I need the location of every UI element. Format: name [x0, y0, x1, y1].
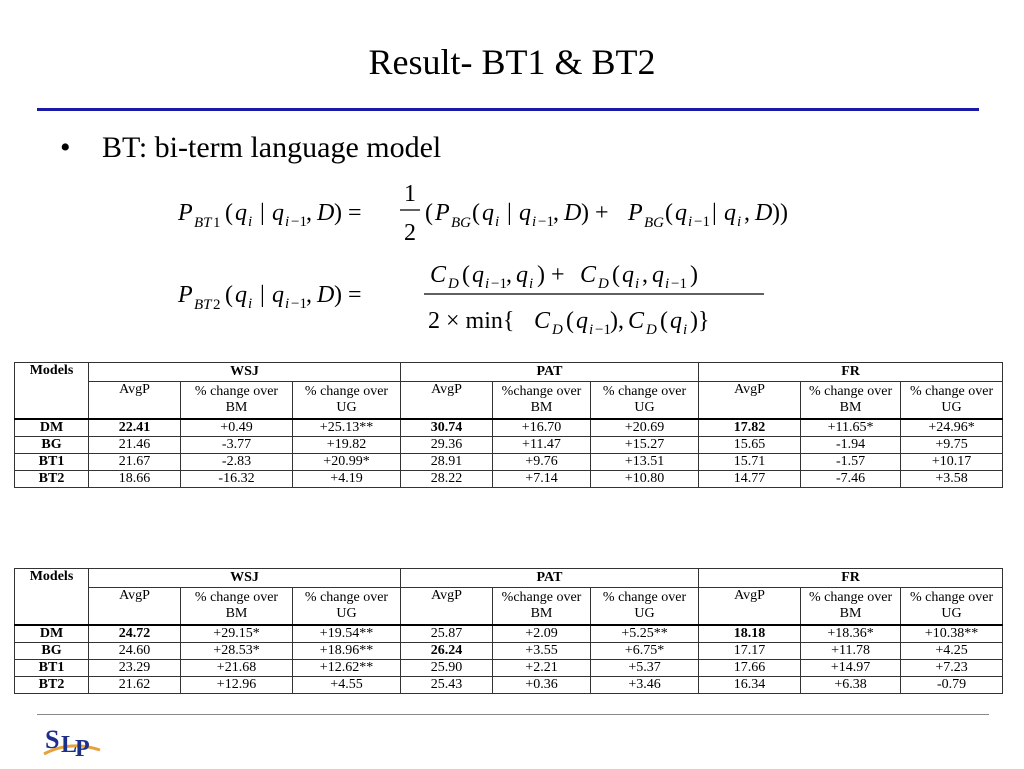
svg-text:BG: BG [644, 215, 664, 231]
svg-text:(: ( [225, 282, 233, 308]
svg-text:q: q [670, 308, 682, 334]
model-cell: BG [15, 643, 89, 660]
model-cell: BG [15, 437, 89, 454]
subheader-cell: % change over BM [181, 382, 293, 420]
value-cell: +20.69 [591, 419, 699, 437]
svg-text:q: q [675, 200, 687, 226]
svg-text:q: q [622, 262, 634, 288]
svg-text:D: D [646, 322, 657, 338]
svg-text:D: D [564, 200, 582, 226]
results-table-2 [14, 568, 1003, 694]
svg-text:q: q [472, 262, 484, 288]
svg-text:q: q [652, 262, 664, 288]
svg-text:|: | [507, 200, 512, 226]
svg-text:1: 1 [404, 181, 416, 207]
value-cell: +0.36 [493, 677, 591, 694]
subheader-row [15, 382, 1003, 420]
svg-text:q: q [519, 200, 531, 226]
svg-text:q: q [724, 200, 736, 226]
value-cell: +24.96* [901, 419, 1003, 437]
svg-text:)}: )} [690, 308, 710, 334]
value-cell: +25.13** [293, 419, 401, 437]
table-row [15, 454, 1003, 471]
table-row [15, 643, 1003, 660]
svg-text:D: D [317, 282, 335, 308]
value-cell: +3.58 [901, 471, 1003, 488]
value-cell: 30.74 [401, 419, 493, 437]
table-row [15, 625, 1003, 643]
svg-text:−1: −1 [538, 214, 554, 230]
value-cell: 21.46 [89, 437, 181, 454]
svg-text:P: P [435, 200, 450, 226]
svg-text:(: ( [566, 308, 574, 334]
value-cell: +16.70 [493, 419, 591, 437]
value-cell: +7.14 [493, 471, 591, 488]
svg-text:−1: −1 [595, 322, 611, 338]
value-cell: -0.79 [901, 677, 1003, 694]
svg-text:i: i [665, 276, 670, 292]
svg-text:i: i [589, 322, 594, 338]
subheader-cell: % change over UG [591, 588, 699, 626]
slp-logo [42, 720, 102, 769]
svg-text:) =: ) = [334, 282, 362, 308]
value-cell: 24.60 [89, 643, 181, 660]
svg-text:(: ( [225, 200, 233, 226]
header-group-pat: PAT [401, 363, 699, 382]
value-cell: +9.76 [493, 454, 591, 471]
model-cell: DM [15, 419, 89, 437]
svg-text:−1: −1 [694, 214, 710, 230]
header-group-pat: PAT [401, 569, 699, 588]
value-cell: 23.29 [89, 660, 181, 677]
value-cell: +0.49 [181, 419, 293, 437]
svg-text:,: , [306, 282, 312, 308]
value-cell: -1.94 [801, 437, 901, 454]
svg-text:C: C [534, 308, 551, 334]
svg-text:(: ( [472, 200, 480, 226]
subheader-cell: AvgP [401, 382, 493, 420]
svg-text:i: i [485, 276, 490, 292]
value-cell: +3.46 [591, 677, 699, 694]
header-group-wsj: WSJ [89, 569, 401, 588]
value-cell: +13.51 [591, 454, 699, 471]
svg-text:−1: −1 [671, 276, 687, 292]
value-cell: +11.78 [801, 643, 901, 660]
svg-text:) =: ) = [334, 200, 362, 226]
svg-text:−1: −1 [291, 296, 307, 312]
value-cell: -2.83 [181, 454, 293, 471]
svg-text:i: i [529, 276, 534, 292]
subheader-cell: AvgP [699, 588, 801, 626]
footer-rule [37, 714, 989, 715]
subheader-cell: AvgP [89, 588, 181, 626]
value-cell: +28.53* [181, 643, 293, 660]
value-cell: +20.99* [293, 454, 401, 471]
value-cell: -7.46 [801, 471, 901, 488]
svg-text:): ) [690, 262, 698, 288]
svg-text:i: i [285, 214, 290, 230]
value-cell: 29.36 [401, 437, 493, 454]
value-cell: 25.43 [401, 677, 493, 694]
subheader-cell: % change over UG [293, 588, 401, 626]
value-cell: 21.62 [89, 677, 181, 694]
header-group-fr: FR [699, 363, 1003, 382]
svg-text:) +: ) + [537, 262, 565, 288]
svg-text:i: i [688, 214, 693, 230]
value-cell: 15.65 [699, 437, 801, 454]
value-cell: +19.82 [293, 437, 401, 454]
model-cell: BT2 [15, 471, 89, 488]
svg-text:C: C [628, 308, 645, 334]
value-cell: 25.87 [401, 625, 493, 643]
svg-text:,: , [642, 262, 648, 288]
table-row [15, 677, 1003, 694]
svg-text:2 × min{: 2 × min{ [428, 308, 515, 334]
svg-text:)): )) [772, 200, 788, 226]
value-cell: 18.66 [89, 471, 181, 488]
results-table-1 [14, 362, 1003, 488]
subheader-cell: % change over UG [293, 382, 401, 420]
svg-text:q: q [235, 282, 247, 308]
svg-text:1: 1 [213, 215, 221, 231]
value-cell: +6.38 [801, 677, 901, 694]
svg-text:q: q [516, 262, 528, 288]
value-cell: -3.77 [181, 437, 293, 454]
subheader-cell: % change over UG [901, 382, 1003, 420]
value-cell: +12.62** [293, 660, 401, 677]
value-cell: +2.21 [493, 660, 591, 677]
value-cell: +14.97 [801, 660, 901, 677]
subheader-cell: % change over BM [181, 588, 293, 626]
table-row [15, 660, 1003, 677]
svg-text:BG: BG [451, 215, 471, 231]
value-cell: 22.41 [89, 419, 181, 437]
value-cell: +18.36* [801, 625, 901, 643]
svg-text:(: ( [425, 200, 433, 226]
value-cell: 17.82 [699, 419, 801, 437]
value-cell: +6.75* [591, 643, 699, 660]
value-cell: +2.09 [493, 625, 591, 643]
value-cell: +10.38** [901, 625, 1003, 643]
subheader-cell: % change over UG [591, 382, 699, 420]
svg-text:,: , [506, 262, 512, 288]
svg-text:−1: −1 [291, 214, 307, 230]
svg-text:BT: BT [194, 297, 212, 313]
value-cell: +10.17 [901, 454, 1003, 471]
bullet-dot: • [60, 131, 71, 164]
svg-text:,: , [553, 200, 559, 226]
svg-text:q: q [235, 200, 247, 226]
svg-text:q: q [482, 200, 494, 226]
subheader-cell: %change over BM [493, 588, 591, 626]
subheader-cell: AvgP [699, 382, 801, 420]
subheader-cell: AvgP [89, 382, 181, 420]
value-cell: 18.18 [699, 625, 801, 643]
svg-text:|: | [260, 282, 265, 308]
table-row [15, 419, 1003, 437]
value-cell: +29.15* [181, 625, 293, 643]
value-cell: 26.24 [401, 643, 493, 660]
svg-text:,: , [744, 200, 750, 226]
subheader-row [15, 588, 1003, 626]
value-cell: +4.19 [293, 471, 401, 488]
value-cell: +7.23 [901, 660, 1003, 677]
svg-text:(: ( [462, 262, 470, 288]
value-cell: +21.68 [181, 660, 293, 677]
svg-text:P: P [178, 282, 193, 308]
svg-text:(: ( [612, 262, 620, 288]
header-group-wsj: WSJ [89, 363, 401, 382]
model-cell: BT1 [15, 454, 89, 471]
value-cell: -1.57 [801, 454, 901, 471]
value-cell: +5.37 [591, 660, 699, 677]
svg-text:i: i [248, 214, 253, 230]
svg-text:(: ( [665, 200, 673, 226]
subheader-cell: % change over UG [901, 588, 1003, 626]
value-cell: +11.65* [801, 419, 901, 437]
svg-text:i: i [635, 276, 640, 292]
svg-text:D: D [448, 276, 459, 292]
svg-text:) +: ) + [581, 200, 609, 226]
svg-text:P: P [75, 736, 90, 762]
svg-text:q: q [576, 308, 588, 334]
svg-text:,: , [306, 200, 312, 226]
svg-text:q: q [272, 282, 284, 308]
value-cell: 17.17 [699, 643, 801, 660]
svg-text:C: C [430, 262, 447, 288]
subheader-cell: %change over BM [493, 382, 591, 420]
subheader-cell: % change over BM [801, 382, 901, 420]
svg-text:L: L [61, 732, 78, 758]
value-cell: 28.91 [401, 454, 493, 471]
value-cell: +5.25** [591, 625, 699, 643]
value-cell: 28.22 [401, 471, 493, 488]
svg-text:2: 2 [404, 220, 416, 246]
svg-text:−1: −1 [491, 276, 507, 292]
header-models: Models [15, 363, 89, 420]
value-cell: -16.32 [181, 471, 293, 488]
value-cell: +11.47 [493, 437, 591, 454]
svg-text:i: i [285, 296, 290, 312]
value-cell: 21.67 [89, 454, 181, 471]
bullet-text: BT: bi-term language model [102, 131, 442, 164]
svg-text:D: D [317, 200, 335, 226]
svg-text:C: C [580, 262, 597, 288]
value-cell: 14.77 [699, 471, 801, 488]
value-cell: 24.72 [89, 625, 181, 643]
value-cell: +10.80 [591, 471, 699, 488]
svg-text:|: | [712, 200, 717, 226]
svg-text:i: i [248, 296, 253, 312]
svg-text:P: P [178, 200, 193, 226]
value-cell: +4.55 [293, 677, 401, 694]
value-cell: +15.27 [591, 437, 699, 454]
svg-text:i: i [495, 214, 500, 230]
value-cell: +12.96 [181, 677, 293, 694]
table-row [15, 471, 1003, 488]
slide-title: Result- BT1 & BT2 [368, 42, 656, 82]
svg-text:i: i [737, 214, 742, 230]
svg-text:),: ), [610, 308, 624, 334]
svg-text:2: 2 [213, 297, 221, 313]
value-cell: +19.54** [293, 625, 401, 643]
value-cell: +4.25 [901, 643, 1003, 660]
svg-text:S: S [45, 725, 60, 754]
header-models: Models [15, 569, 89, 626]
value-cell: +9.75 [901, 437, 1003, 454]
svg-text:(: ( [660, 308, 668, 334]
svg-text:D: D [552, 322, 563, 338]
svg-text:D: D [598, 276, 609, 292]
value-cell: 17.66 [699, 660, 801, 677]
value-cell: +18.96** [293, 643, 401, 660]
svg-text:P: P [628, 200, 643, 226]
value-cell: 25.90 [401, 660, 493, 677]
svg-text:q: q [272, 200, 284, 226]
model-cell: BT2 [15, 677, 89, 694]
subheader-cell: AvgP [401, 588, 493, 626]
value-cell: 16.34 [699, 677, 801, 694]
value-cell: 15.71 [699, 454, 801, 471]
svg-text:|: | [260, 200, 265, 226]
model-cell: DM [15, 625, 89, 643]
header-group-fr: FR [699, 569, 1003, 588]
svg-text:i: i [683, 322, 688, 338]
model-cell: BT1 [15, 660, 89, 677]
table-row [15, 437, 1003, 454]
svg-text:i: i [532, 214, 537, 230]
value-cell: +3.55 [493, 643, 591, 660]
svg-text:BT: BT [194, 215, 212, 231]
subheader-cell: % change over BM [801, 588, 901, 626]
svg-text:D: D [755, 200, 773, 226]
